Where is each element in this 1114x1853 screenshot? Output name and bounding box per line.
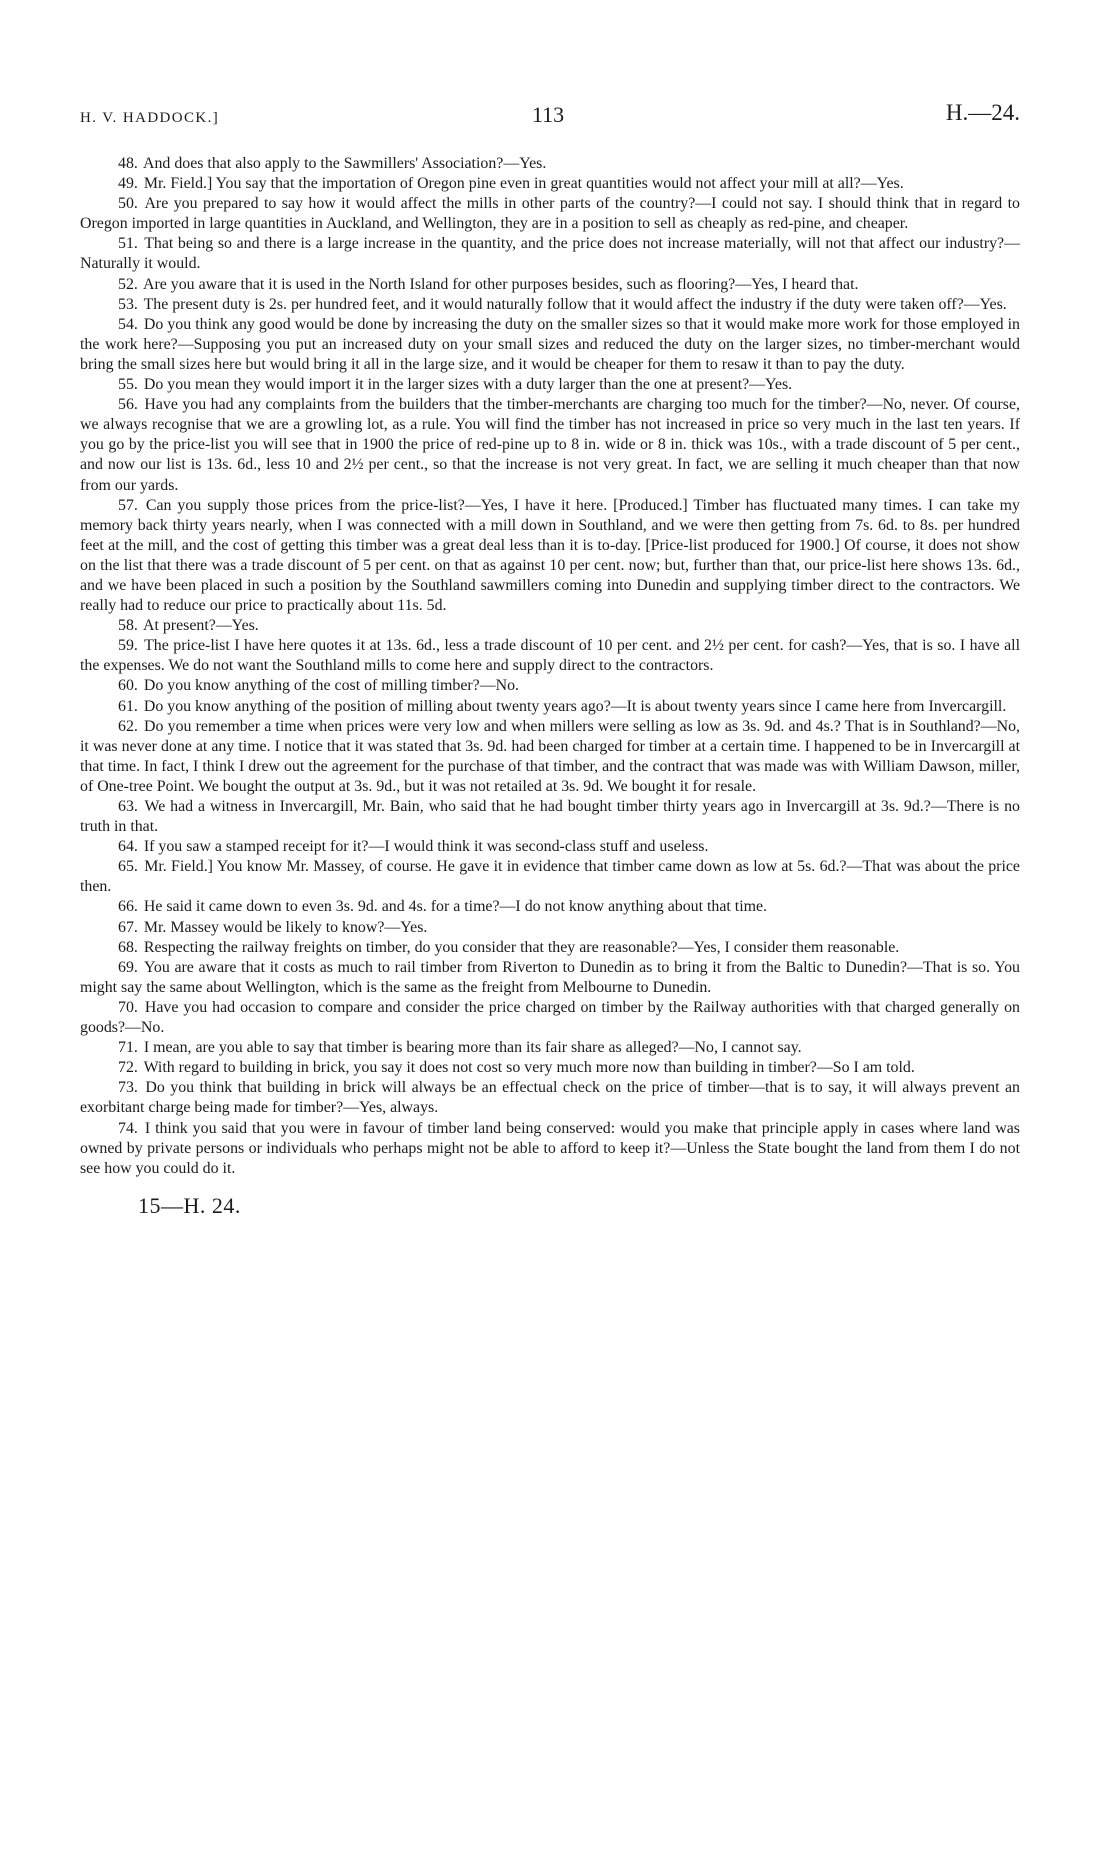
question-answer-paragraph — [80, 958, 1020, 998]
question-number: 68. — [118, 938, 138, 956]
question-answer-paragraph — [80, 315, 1020, 375]
question-answer-text: Do you think that building in brick will always be an effectual check on the price of timber—that is to say, it will always prevent an exorbitant charge being made for timber?—Yes, always. — [80, 1079, 1020, 1117]
question-answer-text: He said it came down to even 3s. 9d. and 4s. for a time?—I do not know anything about that time. — [143, 898, 767, 916]
question-answer-paragraph — [80, 857, 1020, 897]
question-answer-text: That being so and there is a large increase in the quantity, and the price does not increase materially, will not that affect our industry?—Naturally it would. — [80, 235, 1020, 273]
question-answer-text: I mean, are you able to say that timber is bearing more than its fair share as alleged?—No, I cannot say. — [143, 1039, 802, 1057]
question-number: 57. — [118, 496, 138, 514]
page-header — [80, 96, 1020, 136]
question-answer-paragraph — [80, 234, 1020, 274]
question-number: 69. — [118, 958, 138, 976]
testimony-body — [80, 154, 1020, 1179]
question-answer-text: If you saw a stamped receipt for it?—I would think it was second-class stuff and useless. — [143, 838, 709, 856]
question-answer-text: Can you supply those prices from the price-list?—Yes, I have it here. [Produced.] Timber has fluctuated many times. I can take my memory back thirty years nearly, when I was connected with a mill down in Southland, and we were then getting from 7s. 6d. to 8s. per hundred feet at the mill, and the cost of getting this timber was a great deal less than it is to-day. [Price-list produced for 1900.] Of course, it does not show on the list that there was a trade discount of 5 per cent. on that as against 10 per cent. now; but, further than that, our price-list here shows 13s. 6d., and we have been placed in such a position by the Southland sawmillers coming into Dunedin and supplying timber direct to the contractors. We really had to reduce our price to practically about 11s. 5d. — [80, 496, 1020, 615]
question-answer-text: Respecting the railway freights on timber, do you consider that they are reasonable?—Yes, I consider them reasonable. — [143, 938, 900, 956]
question-answer-paragraph — [80, 194, 1020, 234]
question-answer-text: Have you had occasion to compare and consider the price charged on timber by the Railway authorities with that charged generally on goods?—No. — [80, 998, 1020, 1037]
question-answer-text: Do you think any good would be done by increasing the duty on the smaller sizes so that it would make more work for those employed in the work here?—Supposing you put an increased duty on your small sizes and reduced the duty on the larger sizes, no timber-merchant would bring the small sizes here but would bring it all in the large size, and it would be cheaper for them to resaw it than to pay the duty. — [80, 315, 1020, 373]
question-answer-paragraph — [80, 275, 1020, 295]
question-answer-text: The present duty is 2s. per hundred feet, and it would naturally follow that it would affect the industry if the duty were taken off?—Yes. — [143, 295, 1007, 313]
question-answer-paragraph — [80, 295, 1020, 315]
question-answer-text: We had a witness in Invercargill, Mr. Bain, who said that he had bought timber thirty years ago in Invercargill at 3s. 9d.?—There is no truth in that. — [80, 798, 1020, 836]
question-number: 48. — [118, 155, 138, 172]
question-answer-paragraph — [80, 697, 1020, 717]
question-answer-paragraph — [80, 1038, 1020, 1058]
question-number: 72. — [118, 1059, 138, 1077]
question-answer-paragraph — [80, 174, 1020, 194]
document-page — [80, 96, 1020, 1796]
question-number: 49. — [118, 175, 138, 193]
question-answer-text: Are you aware that it is used in the North Island for other purposes besides, such as flooring?—Yes, I heard that. — [142, 275, 859, 293]
question-number: 53. — [118, 295, 138, 313]
question-number: 59. — [118, 637, 138, 655]
question-answer-paragraph — [80, 1058, 1020, 1078]
page-number: 113 — [532, 102, 565, 127]
signature-mark: 15—H. 24. — [138, 1192, 241, 1218]
witness-name: H. V. HADDOCK.] — [80, 110, 220, 126]
question-answer-paragraph — [80, 837, 1020, 857]
question-answer-text: Mr. Field.] You say that the importation of Oregon pine even in great quantities would not affect your mill at all?—Yes. — [143, 175, 904, 193]
question-answer-text: With regard to building in brick, you say it does not cost so very much more now than building in timber?—So I am told. — [143, 1059, 915, 1077]
question-number: 67. — [118, 918, 138, 936]
question-answer-paragraph — [80, 918, 1020, 938]
question-number: 55. — [118, 376, 138, 394]
question-number: 54. — [118, 315, 138, 333]
question-number: 70. — [118, 998, 138, 1016]
question-answer-paragraph — [80, 676, 1020, 696]
question-number: 62. — [118, 717, 138, 735]
question-number: 65. — [118, 858, 138, 876]
question-answer-paragraph — [80, 998, 1020, 1038]
question-answer-paragraph — [80, 717, 1020, 797]
question-answer-text: Are you prepared to say how it would affect the mills in other parts of the country?—I could not say. I should think that in regard to Oregon imported in large quantities in Auckland, and Wellington, they are in a position to sell as cheaply as red-pine, and cheaper. — [80, 195, 1020, 233]
question-number: 61. — [118, 697, 138, 715]
question-number: 73. — [118, 1079, 138, 1097]
question-number: 51. — [118, 235, 138, 253]
question-answer-paragraph — [80, 375, 1020, 395]
question-answer-paragraph — [80, 938, 1020, 958]
question-answer-text: The price-list I have here quotes it at 13s. 6d., less a trade discount of 10 per cent. and 2½ per cent. for cash?—Yes, that is so. I have all the expenses. We do not want the Southland mills to come here and supply direct to the contractors. — [80, 637, 1020, 675]
question-number: 66. — [118, 898, 138, 916]
question-number: 71. — [118, 1039, 138, 1057]
question-answer-text: At present?—Yes. — [142, 617, 259, 635]
question-number: 74. — [118, 1119, 138, 1137]
question-answer-paragraph — [80, 1078, 1020, 1118]
question-answer-text: You are aware that it costs as much to rail timber from Riverton to Dunedin as to bring it from the Baltic to Dunedin?—That is so. You might say the same about Wellington, which is the same as the freight from Melbourne to Dunedin. — [80, 958, 1020, 996]
question-number: 63. — [118, 798, 138, 815]
question-number: 60. — [118, 677, 138, 695]
question-answer-paragraph — [80, 395, 1020, 495]
question-number: 58. — [118, 617, 138, 635]
question-answer-paragraph — [80, 897, 1020, 917]
question-answer-paragraph — [80, 496, 1020, 617]
question-answer-text: Have you had any complaints from the builders that the timber-merchants are charging too much for the timber?—No, never. Of course, we always recognise that we are a growling lot, as a rule. You will find the timber has not increased in price so very much in the last ten years. If you go by the price-list you will see that in 1900 the price of red-pine up to 8 in. wide or 8 in. thick was 10s., with a trade discount of 5 per cent., and now our list is 13s. 6d., less 10 and 2½ per cent., so that the increase is not very great. In fact, we are selling it much cheaper than that now from our yards. — [80, 396, 1020, 494]
question-answer-text: Do you know anything of the position of milling about twenty years ago?—It is about twenty years since I came here from Invercargill. — [143, 697, 1007, 715]
question-answer-paragraph — [80, 616, 1020, 636]
question-answer-text: And does that also apply to the Sawmillers' Association?—Yes. — [142, 155, 547, 172]
question-number: 52. — [118, 275, 138, 293]
question-answer-paragraph — [80, 797, 1020, 837]
question-number: 56. — [118, 396, 138, 414]
question-answer-text: Mr. Field.] You know Mr. Massey, of course. He gave it in evidence that timber came down as low at 5s. 6d.?—That was about the price then. — [80, 858, 1020, 896]
question-number: 50. — [118, 195, 138, 213]
question-answer-text: Do you remember a time when prices were very low and when millers were selling as low as 3s. 9d. and 4s.? That is in Southland?—No, it was never done at any time. I notice that it was stated that 3s. 9d. had been charged for timber at a certain time. I happened to be in Invercargill at that time. In fact, I think I drew out the agreement for the purchase of that timber, and the contract that was made was with William Dawson, miller, of One-tree Point. We bought the output at 3s. 9d., but it was not retailed at 3s. 9d. We bought it for resale. — [80, 717, 1020, 795]
question-number: 64. — [118, 838, 138, 856]
question-answer-text: I think you said that you were in favour of timber land being conserved: would you make that principle apply in cases where land was owned by private persons or individuals who perhaps might not be able to afford to keep it?—Unless the State bought the land from them I do not see how you could do it. — [80, 1119, 1020, 1177]
question-answer-paragraph — [80, 1119, 1020, 1179]
question-answer-text: Do you know anything of the cost of milling timber?—No. — [143, 677, 520, 695]
paper-reference: H.—24. — [945, 100, 1020, 125]
question-answer-text: Do you mean they would import it in the larger sizes with a duty larger than the one at present?—Yes. — [143, 376, 793, 394]
question-answer-paragraph — [80, 636, 1020, 676]
question-answer-text: Mr. Massey would be likely to know?—Yes. — [143, 918, 428, 936]
question-answer-paragraph — [80, 154, 1020, 174]
